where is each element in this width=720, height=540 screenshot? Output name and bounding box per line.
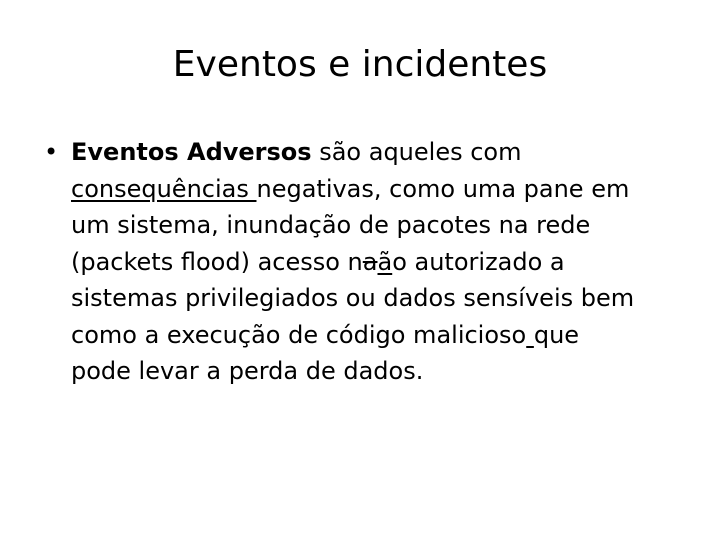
underlined-word: consequências [71,174,257,203]
paragraph-line-3: um sistema, inundação de pacotes na rede [71,211,591,239]
line-4-text-a: (packets flood) acesso n [71,247,363,276]
struck-letter: a [362,247,378,276]
bullet-paragraph [71,134,701,390]
slide-title: Eventos e incidentes [172,44,548,85]
line-1-text: são aqueles com [311,138,522,166]
paragraph-line-1 [71,134,701,171]
line-6-text-b: que [533,320,580,349]
paragraph-line-2 [71,171,701,208]
paragraph-line-5: sistemas privilegiados ou dados sensíveis bem [71,284,635,312]
underlined-letter: ã [377,247,393,276]
underlined-space [526,321,534,349]
bold-term: Eventos Adversos [71,138,312,166]
line-4-text-b: o autorizado a [392,247,565,276]
paragraph-line-4 [71,244,701,281]
line-2-text: negativas, como uma pane em [256,174,630,203]
bullet-marker: • [44,138,59,166]
paragraph-line-6 [71,317,701,354]
paragraph-line-7: pode levar a perda de dados. [71,357,424,385]
line-6-text-a: como a execução de código malicioso [71,320,527,349]
